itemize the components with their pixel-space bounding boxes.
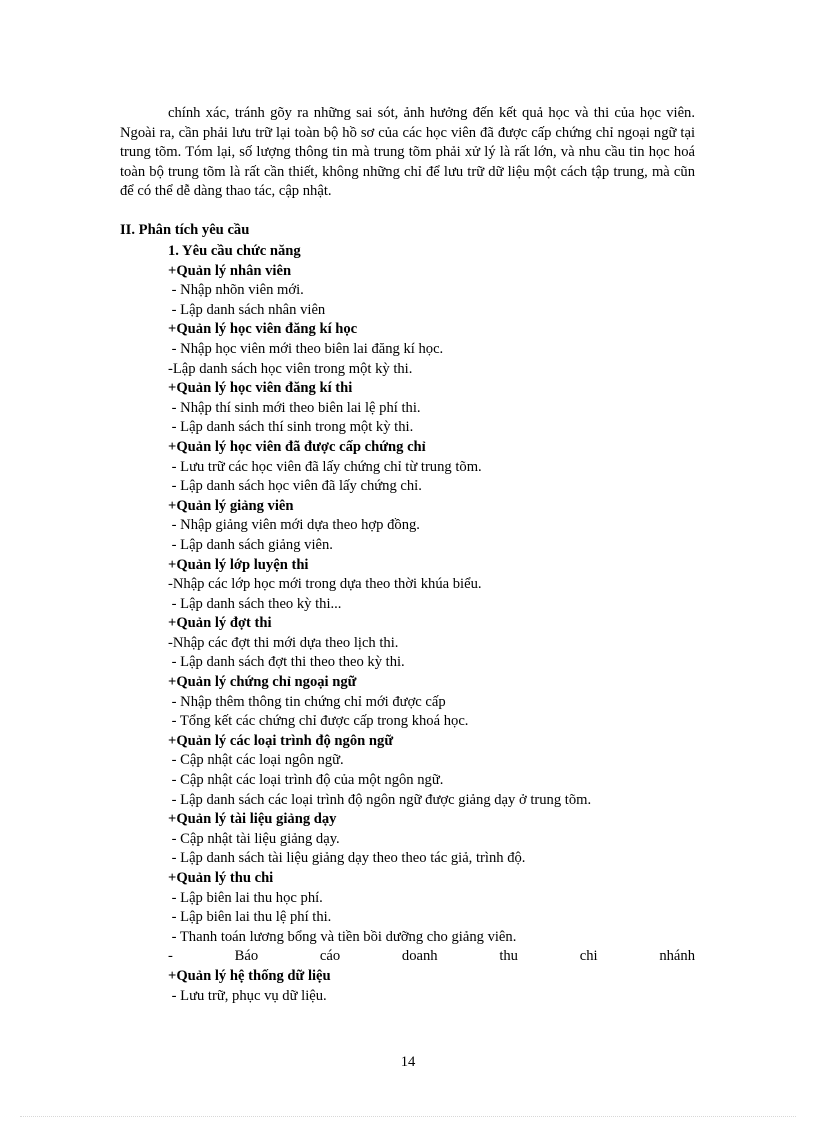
revenue-report-word: Báo xyxy=(234,948,259,965)
intro-paragraph: chính xác, tránh gõy ra những sai sót, ảnh hưởng đến kết quả học và thi của học viên. Ngoài ra, cần phải lưu trữ lại toàn bộ hồ sơ của các học viên đã được cấp chứng chỉ ngoại ngữ tại trung tõm. Tóm lại, số lượng thông tin mà trung tõm phải xử lý là rất lớn, và nhu cầu tin học hoá toàn bộ trung tõm là rất cần thiết, không những chỉ để lưu trữ dữ liệu một cách tập trung, mà cũn để có thể dễ dàng thao tác, cập nhật. xyxy=(120,105,695,200)
requirement-group-title: +Quản lý đợt thi xyxy=(168,615,272,632)
requirement-group-title: +Quản lý chứng chỉ ngoại ngữ xyxy=(168,674,357,691)
requirement-item: -Nhập các lớp học mới trong dựa theo thời khúa biểu. xyxy=(168,576,482,593)
requirement-group-title: +Quản lý lớp luyện thi xyxy=(168,556,309,573)
requirement-item: - Cập nhật các loại ngôn ngữ. xyxy=(168,752,344,769)
requirement-item: - Lập danh sách đợt thi theo theo kỳ thi. xyxy=(168,654,405,671)
requirement-item: - Lập danh sách học viên đã lấy chứng chỉ. xyxy=(168,478,422,495)
requirement-group-title: +Quản lý học viên đăng kí học xyxy=(168,321,358,338)
requirement-group-title: +Quản lý tài liệu giảng dạy xyxy=(168,811,337,828)
revenue-report-word: thu xyxy=(499,948,518,965)
subsection-heading: 1. Yêu cầu chức năng xyxy=(168,243,301,259)
requirement-item: - Nhập nhõn viên mới. xyxy=(168,282,304,299)
requirement-group-title: +Quản lý các loại trình độ ngôn ngữ xyxy=(168,732,394,749)
revenue-report-word: - xyxy=(168,948,173,965)
requirement-item: - Lưu trữ các học viên đã lấy chứng chỉ từ trung tõm. xyxy=(168,458,482,475)
requirement-item: - Cập nhật các loại trình độ của một ngôn ngữ. xyxy=(168,772,444,789)
requirement-item: - Lưu trữ, phục vụ dữ liệu. xyxy=(168,987,327,1004)
requirement-group-title: +Quản lý hệ thống dữ liệu xyxy=(168,967,331,984)
requirement-item: - Lập danh sách theo kỳ thi... xyxy=(168,595,342,612)
requirement-group-title: +Quản lý học viên đăng kí thi xyxy=(168,380,353,397)
requirement-item: - Nhập thí sinh mới theo biên lai lệ phí thi. xyxy=(168,399,421,416)
requirement-item: - Lập danh sách nhân viên xyxy=(168,301,326,318)
revenue-report-word: doanh xyxy=(401,948,438,965)
requirement-item: - Lập danh sách thí sinh trong một kỳ thi. xyxy=(168,419,414,436)
requirement-item: - Thanh toán lương bổng và tiền bồi dưỡng cho giảng viên. xyxy=(168,928,517,945)
requirements-list xyxy=(168,242,695,1006)
requirement-item: - Tổng kết các chứng chỉ được cấp trong khoá học. xyxy=(168,713,469,730)
requirement-item: -Nhập các đợt thi mới dựa theo lịch thi. xyxy=(168,634,399,651)
section-heading: II. Phân tích yêu cầu xyxy=(120,222,250,238)
requirement-item: - Nhập thêm thông tin chứng chỉ mới được cấp xyxy=(168,693,446,710)
page-bottom-rule xyxy=(20,1116,796,1117)
requirement-item: - Lập biên lai thu học phí. xyxy=(168,889,323,906)
requirement-group-title: +Quản lý học viên đã được cấp chứng chỉ xyxy=(168,438,426,455)
page-number: 14 xyxy=(400,1054,416,1070)
requirement-item: - Lập biên lai thu lệ phí thi. xyxy=(168,909,332,926)
requirement-item: -Lập danh sách học viên trong một kỳ thi. xyxy=(168,360,413,377)
revenue-report-word: nhánh xyxy=(659,948,695,965)
requirement-item: - Cập nhật tài liệu giảng dạy. xyxy=(168,830,340,847)
requirement-item: - Lập danh sách tài liệu giảng dạy theo theo tác giả, trình độ. xyxy=(168,850,526,867)
revenue-report-word: cáo xyxy=(319,948,341,965)
revenue-report-word: chi xyxy=(579,948,598,965)
requirement-group-title: +Quản lý giảng viên xyxy=(168,497,294,514)
revenue-report-item xyxy=(168,947,695,967)
requirement-group-title: +Quản lý thu chi xyxy=(168,870,274,886)
requirement-item: - Nhập giảng viên mới dựa theo hợp đồng. xyxy=(168,517,420,534)
requirement-group-title: +Quản lý nhân viên xyxy=(168,262,292,279)
requirement-item: - Lập danh sách giảng viên. xyxy=(168,536,333,553)
requirement-item: - Lập danh sách các loại trình độ ngôn ngữ được giảng dạy ở trung tõm. xyxy=(168,791,592,808)
requirement-item: - Nhập học viên mới theo biên lai đăng kí học. xyxy=(168,340,444,357)
